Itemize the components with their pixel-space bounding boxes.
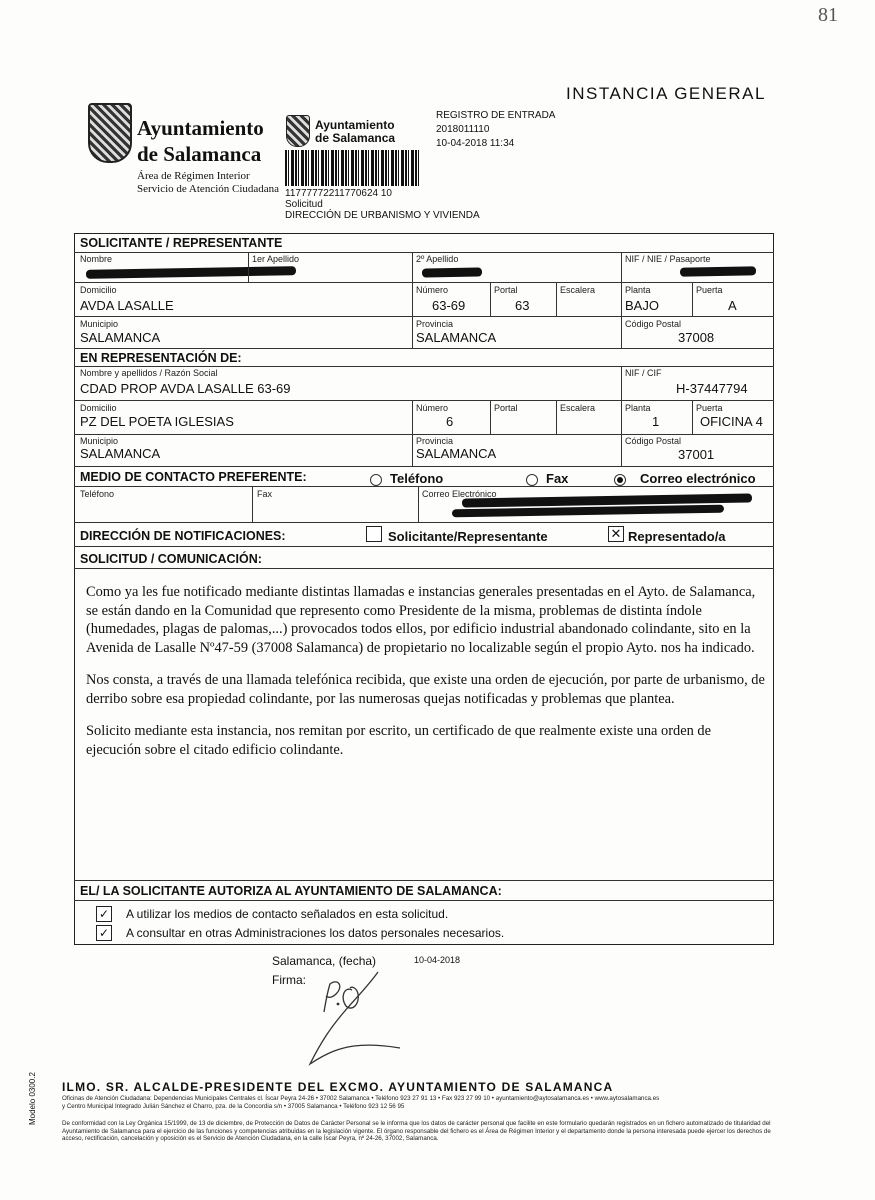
stamp-crest-icon: [286, 115, 310, 147]
fax-label: Fax: [257, 489, 273, 499]
solicitud-text: [86, 583, 766, 773]
rep-domicilio-label: Domicilio: [80, 403, 117, 413]
portal-label: Portal: [494, 285, 518, 295]
radio-telefono[interactable]: [370, 474, 382, 486]
radio-fax[interactable]: [526, 474, 538, 486]
footer-line-1: Oficinas de Atención Ciudadana: Dependencias Municipales Centrales cl. Íscar Peyra 24-26 • 37002 Salamanca • Teléfono 923 27 91 13 • Fax 923 27 99 10 • ayuntamiento@aytosalamanca.es • www.aytosalamanca.es: [62, 1095, 660, 1102]
provincia-value: SALAMANCA: [416, 330, 497, 345]
barcode: [285, 150, 421, 186]
email-label: Correo Electrónico: [422, 489, 497, 499]
stamp-type: Solicitud: [285, 199, 323, 210]
opt-fax-label: Fax: [546, 471, 569, 486]
dept-line2: Servicio de Atención Ciudadana: [137, 183, 280, 195]
footer-legal: De conformidad con la Ley Orgánica 15/1999, de 13 de diciembre, de Protección de Datos de Carácter Personal se le informa que los datos de carácter personal que facilite en este formulario quedarán registrados en un fichero automatizado de titularidad del Ayuntamiento de Salamanca para el ejercicio de las funciones y competencias atribuidas en la legislación vigente. El órgano responsable del fichero es el Área de Régimen Interior y el departamento donde la persona interesada puede ejercer los derechos de acceso, rectificación, cancelación y oposición es el Servicio de Atención Ciudadana, en la calle Íscar Peyra, nº 24-26, 37002, Salamanca.: [62, 1120, 771, 1142]
escalera-label: Escalera: [560, 285, 596, 295]
rep-domicilio-value: PZ DEL POETA IGLESIAS: [80, 414, 234, 429]
section-autoriza: EL/ LA SOLICITANTE AUTORIZA AL AYUNTAMIENTO DE SALAMANCA:: [80, 884, 502, 898]
checkbox-representado[interactable]: ✕: [608, 526, 624, 542]
checkbox-autoriza-2[interactable]: ✓: [96, 925, 112, 941]
model-number: Modelo 0300.2: [28, 1072, 37, 1125]
section-solicitud: SOLICITUD / COMUNICACIÓN:: [80, 552, 262, 566]
opt-representado-label: Representado/a: [628, 529, 726, 544]
org-department: [137, 170, 279, 196]
rep-planta-value: 1: [652, 414, 660, 429]
rep-municipio-value: SALAMANCA: [80, 446, 161, 461]
rep-escalera-label: Escalera: [560, 403, 596, 413]
org-name-line2: de Salamanca: [137, 142, 262, 166]
cp-value: 37008: [678, 330, 715, 345]
municipio-label: Municipio: [80, 319, 119, 329]
radio-email[interactable]: [614, 474, 626, 486]
rep-municipio-label: Municipio: [80, 436, 119, 446]
rep-planta-label: Planta: [625, 403, 651, 413]
form-title: INSTANCIA GENERAL: [566, 84, 766, 103]
stamp-department: DIRECCIÓN DE URBANISMO Y VIVIENDA: [285, 210, 480, 221]
rep-puerta-value: OFICINA 4: [700, 414, 763, 429]
section-notificaciones: DIRECCIÓN DE NOTIFICACIONES:: [80, 529, 286, 543]
city-crest-icon: [88, 103, 132, 163]
solicitud-paragraph-3: Solicito mediante esta instancia, nos remitan por escrito, un certificado de que realmente existe una orden de ejecución sobre el citado edificio colindante.: [86, 723, 711, 758]
cp-label: Código Postal: [625, 319, 682, 329]
place-label: Salamanca, (fecha): [272, 954, 377, 968]
domicilio-label: Domicilio: [80, 285, 117, 295]
rep-puerta-label: Puerta: [696, 403, 723, 413]
nif-label: NIF / NIE / Pasaporte: [625, 254, 711, 264]
rep-cp-value: 37001: [678, 447, 715, 462]
signature-image: [280, 968, 430, 1072]
telefono-label: Teléfono: [80, 489, 115, 499]
planta-value: BAJO: [625, 298, 659, 313]
nombre-label: Nombre: [80, 254, 113, 264]
checkbox-autoriza-1[interactable]: ✓: [96, 906, 112, 922]
opt-telefono-label: Teléfono: [390, 471, 444, 486]
registro-datetime: 10-04-2018 11:34: [436, 138, 515, 149]
numero-label: Número: [416, 285, 449, 295]
puerta-value: A: [728, 298, 737, 313]
registro-number: 2018011110: [436, 124, 490, 135]
rep-numero-label: Número: [416, 403, 449, 413]
autoriza-item-2: A consultar en otras Administraciones los datos personales necesarios.: [126, 926, 505, 940]
rep-provincia-label: Provincia: [416, 436, 454, 446]
footer-title: ILMO. SR. ALCALDE-PRESIDENTE DEL EXCMO. AYUNTAMIENTO DE SALAMANCA: [62, 1080, 614, 1094]
barcode-number: 11777772211770624 10: [285, 188, 392, 199]
puerta-label: Puerta: [696, 285, 723, 295]
cif-value: H-37447794: [676, 381, 748, 396]
numero-value: 63-69: [432, 298, 466, 313]
municipio-value: SALAMANCA: [80, 330, 161, 345]
opt-solicitante-label: Solicitante/Representante: [388, 529, 548, 544]
section-contacto: MEDIO DE CONTACTO PREFERENTE:: [80, 470, 307, 484]
razon-social-value: CDAD PROP AVDA LASALLE 63-69: [80, 381, 291, 396]
sign-date: 10-04-2018: [414, 955, 461, 965]
rep-cp-label: Código Postal: [625, 436, 682, 446]
stamp-org-name: [315, 119, 395, 145]
dept-line1: Área de Régimen Interior: [137, 170, 250, 182]
apellido1-label: 1er Apellido: [252, 254, 300, 264]
cif-label: NIF / CIF: [625, 368, 662, 378]
checkbox-solicitante[interactable]: [366, 526, 382, 542]
page-number: 81: [818, 4, 838, 26]
planta-label: Planta: [625, 285, 651, 295]
stamp-org-line2: de Salamanca: [315, 131, 396, 145]
org-name-line1: Ayuntamiento: [137, 116, 264, 140]
divider: [74, 252, 774, 253]
rep-provincia-value: SALAMANCA: [416, 446, 497, 461]
stamp-org-line1: Ayuntamiento: [315, 118, 395, 132]
rep-numero-value: 6: [446, 414, 454, 429]
portal-value: 63: [515, 298, 530, 313]
section-solicitante: SOLICITANTE / REPRESENTANTE: [80, 236, 283, 250]
redaction-mark: [680, 266, 756, 276]
redaction-mark: [422, 267, 482, 277]
autoriza-item-1: A utilizar los medios de contacto señalados en esta solicitud.: [126, 907, 449, 921]
registro-label: REGISTRO DE ENTRADA: [436, 110, 556, 121]
section-representacion: EN REPRESENTACIÓN DE:: [80, 351, 242, 365]
apellido2-label: 2º Apellido: [416, 254, 459, 264]
firma-label: Firma:: [272, 973, 306, 987]
opt-email-label: Correo electrónico: [640, 471, 756, 486]
razon-social-label: Nombre y apellidos / Razón Social: [80, 368, 218, 378]
org-name: [137, 115, 264, 167]
solicitud-paragraph-1: Como ya les fue notificado mediante distintas llamadas e instancias generales presentadas en el Ayto. de Salamanca, se están dando en la Comunidad que represento como Presidente de la misma, problemas de distinta índole (humedades, plagas de palomas,...) provocados todos ellos, por edificio industrial abandonado colindante, sito en la Avenida de Lasalle Nº47-59 (37008 Salamanca) de propietario no localizable según el propio Ayto. nos ha indicado.: [86, 584, 756, 656]
domicilio-value: AVDA LASALLE: [80, 298, 174, 313]
rep-portal-label: Portal: [494, 403, 518, 413]
solicitud-paragraph-2: Nos consta, a través de una llamada telefónica recibida, que existe una orden de ejecución, por parte de urbanismo, de derribo sobre esa propiedad colindante, por las numerosas quejas notificadas y problemas que plantea.: [86, 672, 765, 707]
footer-line-2: y Centro Municipal Integrado Julián Sánchez el Charro, pza. de la Concordia s/n • 37005 Salamanca • Teléfono 923 12 56 95: [62, 1103, 405, 1110]
provincia-label: Provincia: [416, 319, 454, 329]
